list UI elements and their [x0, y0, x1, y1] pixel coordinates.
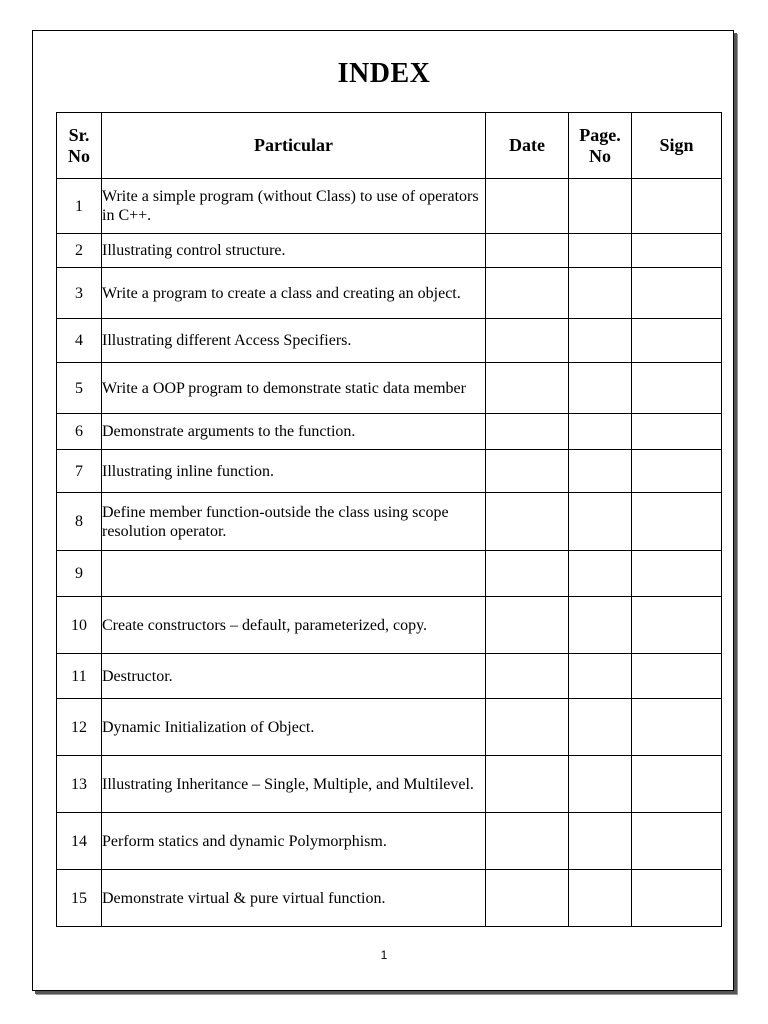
row-particular: Illustrating Inheritance – Single, Multiple, and Multilevel. [102, 756, 486, 813]
row-number: 7 [57, 450, 102, 493]
row-particular: Demonstrate virtual & pure virtual function. [102, 870, 486, 927]
row-page-no [569, 234, 632, 268]
row-page-no [569, 319, 632, 363]
row-sign [632, 597, 722, 654]
row-date [486, 179, 569, 234]
page-number: 1 [380, 948, 388, 962]
row-date [486, 450, 569, 493]
row-number: 1 [57, 179, 102, 234]
row-date [486, 813, 569, 870]
row-sign [632, 450, 722, 493]
page-title: INDEX [337, 58, 431, 89]
row-sign [632, 319, 722, 363]
row-particular: Create constructors – default, parameterized, copy. [102, 597, 486, 654]
row-date [486, 363, 569, 414]
row-date [486, 319, 569, 363]
row-particular: Illustrating control structure. [102, 234, 486, 268]
row-number: 6 [57, 414, 102, 450]
row-page-no [569, 268, 632, 319]
row-page-no [569, 179, 632, 234]
row-sign [632, 551, 722, 597]
row-date [486, 597, 569, 654]
table-row [57, 551, 722, 597]
row-number: 11 [57, 654, 102, 699]
row-page-no [569, 551, 632, 597]
row-sign [632, 234, 722, 268]
row-date [486, 551, 569, 597]
table-row [57, 319, 722, 363]
row-number: 9 [57, 551, 102, 597]
row-date [486, 756, 569, 813]
row-particular: Destructor. [102, 654, 486, 699]
row-number: 2 [57, 234, 102, 268]
row-page-no [569, 450, 632, 493]
table-row [57, 699, 722, 756]
table-row [57, 179, 722, 234]
row-number: 14 [57, 813, 102, 870]
row-sign [632, 870, 722, 927]
header-particular: Particular [102, 113, 486, 179]
header-sign: Sign [632, 113, 722, 179]
row-sign [632, 756, 722, 813]
row-sign [632, 699, 722, 756]
row-page-no [569, 699, 632, 756]
table-row [57, 363, 722, 414]
header-sr-no: Sr. No [57, 113, 102, 179]
row-date [486, 870, 569, 927]
row-page-no [569, 414, 632, 450]
row-date [486, 268, 569, 319]
table-header-row [57, 113, 722, 179]
index-table [56, 112, 722, 927]
row-number: 5 [57, 363, 102, 414]
row-sign [632, 268, 722, 319]
row-page-no [569, 654, 632, 699]
row-page-no [569, 363, 632, 414]
row-particular: Write a simple program (without Class) to use of operators in C++. [102, 179, 486, 234]
row-sign [632, 654, 722, 699]
header-date: Date [486, 113, 569, 179]
row-date [486, 414, 569, 450]
row-particular: Write a program to create a class and creating an object. [102, 268, 486, 319]
row-number: 15 [57, 870, 102, 927]
row-page-no [569, 756, 632, 813]
header-page-no: Page. No [569, 113, 632, 179]
row-page-no [569, 813, 632, 870]
row-particular: Illustrating different Access Specifiers. [102, 319, 486, 363]
table-row [57, 870, 722, 927]
row-number: 13 [57, 756, 102, 813]
table-row [57, 597, 722, 654]
table-row [57, 414, 722, 450]
row-page-no [569, 493, 632, 551]
row-particular: Dynamic Initialization of Object. [102, 699, 486, 756]
table-row [57, 756, 722, 813]
row-number: 12 [57, 699, 102, 756]
table-row [57, 234, 722, 268]
table-row [57, 813, 722, 870]
row-date [486, 699, 569, 756]
row-date [486, 493, 569, 551]
row-page-no [569, 870, 632, 927]
row-sign [632, 813, 722, 870]
row-sign [632, 179, 722, 234]
table-row [57, 450, 722, 493]
row-number: 4 [57, 319, 102, 363]
row-sign [632, 493, 722, 551]
row-number: 3 [57, 268, 102, 319]
row-particular: Perform statics and dynamic Polymorphism. [102, 813, 486, 870]
row-particular: Illustrating inline function. [102, 450, 486, 493]
row-sign [632, 363, 722, 414]
row-particular [102, 551, 486, 597]
row-date [486, 654, 569, 699]
row-particular: Define member function-outside the class using scope resolution operator. [102, 493, 486, 551]
row-particular: Write a OOP program to demonstrate static data member [102, 363, 486, 414]
row-date [486, 234, 569, 268]
row-sign [632, 414, 722, 450]
row-page-no [569, 597, 632, 654]
table-row [57, 493, 722, 551]
row-number: 10 [57, 597, 102, 654]
table-row [57, 268, 722, 319]
row-particular: Demonstrate arguments to the function. [102, 414, 486, 450]
row-number: 8 [57, 493, 102, 551]
table-row [57, 654, 722, 699]
